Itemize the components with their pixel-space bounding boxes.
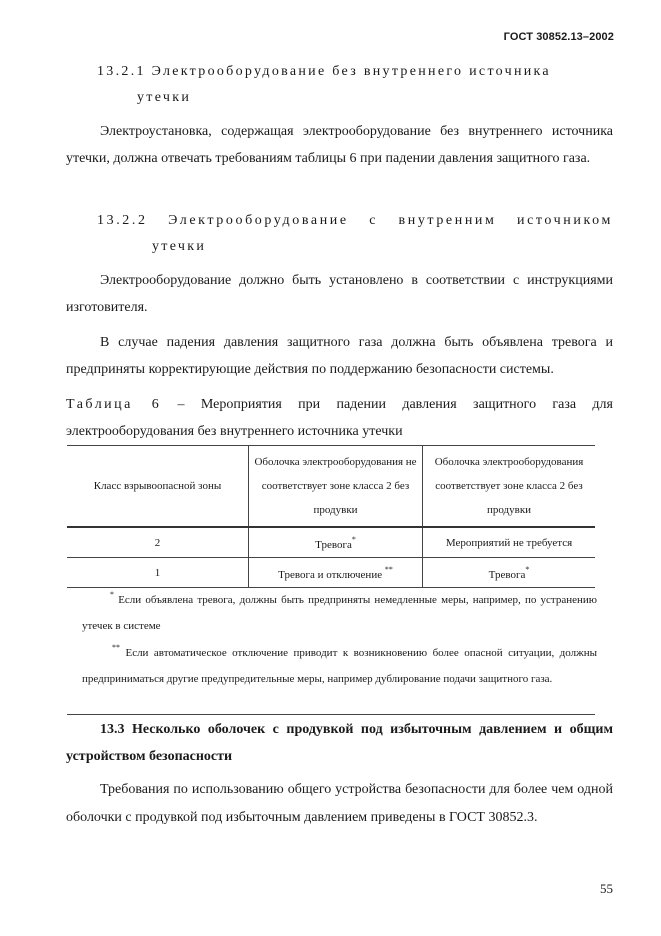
column-header-not-conforming: Оболочка электрооборудования не соответствует зоне класса 2 без продувки [249, 446, 423, 528]
footnote-mark: * [525, 565, 530, 574]
heading-word: Электрооборудование [168, 213, 349, 228]
section-13-3-body: Требования по использованию общего устройства безопасности для более чем одной оболочки с продувкой под избыточным давлением приведены в ГОСТ 30852.3. [66, 782, 613, 825]
table-note-2 [82, 635, 597, 692]
table-6-label: Таблица 6 [66, 397, 162, 412]
table-header-row [67, 446, 595, 528]
document-header: ГОСТ 30852.13–2002 [503, 31, 614, 43]
note-text: Если объявлена тревога, должны быть предприняты немедленные меры, например, по устранению утечек в системе [82, 594, 598, 632]
table-6-caption [66, 391, 613, 445]
table-bottom-divider [67, 714, 595, 715]
footnote-mark: * [351, 535, 356, 544]
action-text: Мероприятий не требуется [445, 536, 573, 549]
action-text: Тревога [488, 569, 526, 581]
zone-cell: 1 [67, 558, 249, 588]
note-text: Если автоматическое отключение приводит к возникновению более опасной ситуации, должны предприниматься другие предупредительные меры, например дублирование подачи защитного газа. [82, 647, 598, 685]
section-13-2-2-body-2: В случае падения давления защитного газа должна быть объявлена тревога и предприняты корректирующие действия по поддержанию безопасности системы. [66, 335, 613, 377]
table-6 [67, 445, 595, 588]
section-13-2-2-body-1: Электрооборудование должно быть установлено в соответствии с инструкциями изготовителя. [66, 273, 613, 315]
action-text: Тревога [315, 539, 352, 551]
column-header-zone: Класс взрывоопасной зоны [67, 446, 249, 528]
table-note-1 [82, 582, 597, 639]
page-number: 55 [600, 881, 613, 896]
heading-line: 13.2.1 Электрооборудование без внутреннего источника [97, 64, 551, 79]
footnote-mark: ** [384, 565, 393, 574]
heading-word: внутренним [398, 213, 497, 228]
action-cell [423, 527, 596, 558]
action-cell [249, 527, 423, 558]
footnote-mark: ** [112, 643, 120, 652]
heading-word: с [369, 213, 379, 228]
heading-line: утечки [152, 239, 207, 254]
column-header-conforming: Оболочка электрооборудования соответствует зоне класса 2 без продувки [423, 446, 596, 528]
table-6-title: – Мероприятия при падении давления защитного газа для электрооборудования без внутреннего источника утечки [66, 397, 613, 439]
heading-line: утечки [137, 90, 192, 105]
section-13-2-2-heading [97, 208, 613, 260]
section-13-2-1-heading [97, 59, 597, 111]
footnote-mark: * [110, 590, 114, 599]
section-13-3-heading: 13.3 Несколько оболочек с продувкой под избыточным давлением и общим устройством безопасности [66, 722, 613, 764]
table-row [67, 527, 595, 558]
action-text: Тревога и отключение [278, 569, 383, 581]
heading-word: 13.2.2 [97, 213, 148, 228]
zone-cell: 2 [67, 527, 249, 558]
section-13-2-1-body: Электроустановка, содержащая электрооборудование без внутреннего источника утечки, должна отвечать требованиям таблицы 6 при падении давления защитного газа. [66, 124, 613, 166]
heading-word: источником [516, 213, 613, 228]
